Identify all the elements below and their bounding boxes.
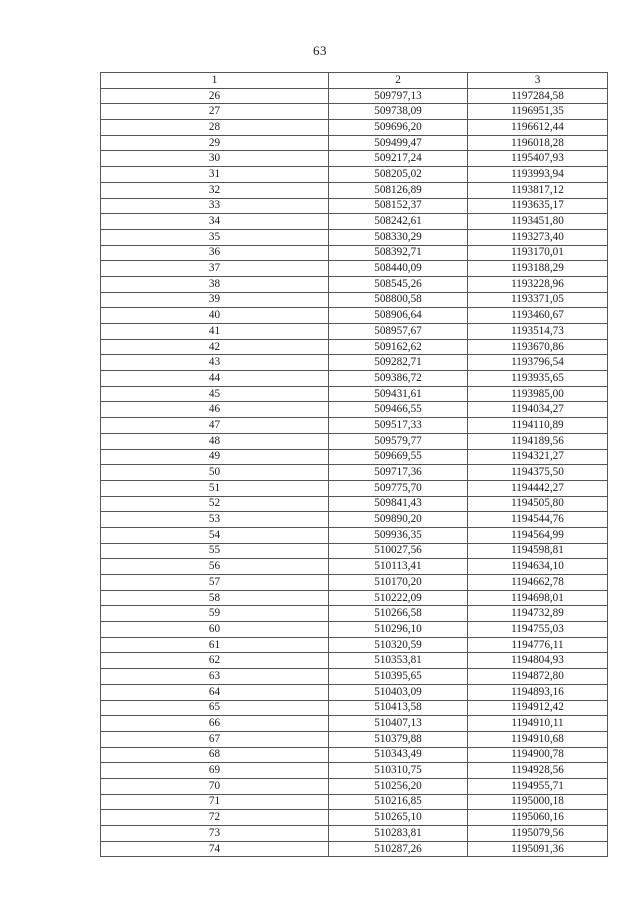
table-row — [101, 276, 608, 292]
cell-point-number: 69 — [101, 763, 329, 779]
cell-x-coordinate: 510266,58 — [329, 606, 468, 622]
cell-y-coordinate: 1194955,71 — [468, 778, 608, 794]
cell-x-coordinate: 510027,56 — [329, 543, 468, 559]
cell-x-coordinate: 508242,61 — [329, 214, 468, 230]
table-row — [101, 402, 608, 418]
table-row — [101, 88, 608, 104]
cell-point-number: 54 — [101, 527, 329, 543]
table-row — [101, 700, 608, 716]
cell-point-number: 27 — [101, 104, 329, 120]
table-row — [101, 731, 608, 747]
cell-x-coordinate: 509717,36 — [329, 465, 468, 481]
cell-y-coordinate: 1194893,16 — [468, 684, 608, 700]
table-row — [101, 386, 608, 402]
cell-y-coordinate: 1194564,99 — [468, 527, 608, 543]
cell-y-coordinate: 1194910,68 — [468, 731, 608, 747]
table-row — [101, 559, 608, 575]
column-header-y-coordinate: 3 — [468, 73, 608, 89]
table-row — [101, 135, 608, 151]
cell-y-coordinate: 1193371,05 — [468, 292, 608, 308]
cell-point-number: 44 — [101, 371, 329, 387]
table-row — [101, 465, 608, 481]
cell-y-coordinate: 1194804,93 — [468, 653, 608, 669]
cell-point-number: 43 — [101, 355, 329, 371]
cell-point-number: 62 — [101, 653, 329, 669]
cell-x-coordinate: 509386,72 — [329, 371, 468, 387]
cell-point-number: 50 — [101, 465, 329, 481]
table-body — [101, 88, 608, 857]
cell-point-number: 51 — [101, 480, 329, 496]
cell-point-number: 29 — [101, 135, 329, 151]
cell-x-coordinate: 509517,33 — [329, 418, 468, 434]
cell-x-coordinate: 508440,09 — [329, 261, 468, 277]
table-row — [101, 841, 608, 857]
table-row — [101, 292, 608, 308]
cell-point-number: 34 — [101, 214, 329, 230]
cell-point-number: 30 — [101, 151, 329, 167]
cell-x-coordinate: 510170,20 — [329, 575, 468, 591]
cell-y-coordinate: 1194698,01 — [468, 590, 608, 606]
table-row — [101, 245, 608, 261]
table-row — [101, 480, 608, 496]
cell-point-number: 61 — [101, 637, 329, 653]
cell-point-number: 64 — [101, 684, 329, 700]
column-header-x-coordinate: 2 — [329, 73, 468, 89]
table-row — [101, 763, 608, 779]
cell-y-coordinate: 1193985,00 — [468, 386, 608, 402]
cell-y-coordinate: 1196612,44 — [468, 120, 608, 136]
cell-y-coordinate: 1194928,56 — [468, 763, 608, 779]
cell-point-number: 32 — [101, 182, 329, 198]
cell-x-coordinate: 509466,55 — [329, 402, 468, 418]
cell-x-coordinate: 509217,24 — [329, 151, 468, 167]
cell-y-coordinate: 1194912,42 — [468, 700, 608, 716]
cell-y-coordinate: 1194442,27 — [468, 480, 608, 496]
cell-point-number: 41 — [101, 324, 329, 340]
cell-x-coordinate: 509936,35 — [329, 527, 468, 543]
page-number: 63 — [313, 43, 327, 58]
cell-y-coordinate: 1194662,78 — [468, 575, 608, 591]
table-row — [101, 182, 608, 198]
cell-y-coordinate: 1194900,78 — [468, 747, 608, 763]
cell-x-coordinate: 509499,47 — [329, 135, 468, 151]
table-row — [101, 716, 608, 732]
cell-x-coordinate: 510256,20 — [329, 778, 468, 794]
cell-point-number: 67 — [101, 731, 329, 747]
cell-y-coordinate: 1193817,12 — [468, 182, 608, 198]
table-row — [101, 151, 608, 167]
cell-x-coordinate: 510403,09 — [329, 684, 468, 700]
cell-x-coordinate: 509669,55 — [329, 449, 468, 465]
cell-y-coordinate: 1193460,67 — [468, 308, 608, 324]
cell-point-number: 68 — [101, 747, 329, 763]
cell-point-number: 39 — [101, 292, 329, 308]
cell-x-coordinate: 510287,26 — [329, 841, 468, 857]
table-row — [101, 371, 608, 387]
cell-y-coordinate: 1194732,89 — [468, 606, 608, 622]
cell-x-coordinate: 509282,71 — [329, 355, 468, 371]
cell-y-coordinate: 1194189,56 — [468, 433, 608, 449]
cell-y-coordinate: 1193635,17 — [468, 198, 608, 214]
cell-y-coordinate: 1193796,54 — [468, 355, 608, 371]
cell-y-coordinate: 1194872,80 — [468, 669, 608, 685]
table-row — [101, 810, 608, 826]
cell-x-coordinate: 510353,81 — [329, 653, 468, 669]
cell-point-number: 70 — [101, 778, 329, 794]
cell-y-coordinate: 1194375,50 — [468, 465, 608, 481]
table-row — [101, 669, 608, 685]
table-row — [101, 308, 608, 324]
cell-x-coordinate: 508800,58 — [329, 292, 468, 308]
table-row — [101, 575, 608, 591]
cell-point-number: 72 — [101, 810, 329, 826]
table-row — [101, 229, 608, 245]
cell-y-coordinate: 1194505,80 — [468, 496, 608, 512]
table-row — [101, 214, 608, 230]
cell-x-coordinate: 508906,64 — [329, 308, 468, 324]
cell-y-coordinate: 1194634,10 — [468, 559, 608, 575]
cell-x-coordinate: 510113,41 — [329, 559, 468, 575]
cell-y-coordinate: 1193228,96 — [468, 276, 608, 292]
table-row — [101, 104, 608, 120]
cell-y-coordinate: 1196951,35 — [468, 104, 608, 120]
cell-y-coordinate: 1193935,65 — [468, 371, 608, 387]
cell-x-coordinate: 510320,59 — [329, 637, 468, 653]
table-row — [101, 684, 608, 700]
cell-x-coordinate: 509775,70 — [329, 480, 468, 496]
cell-x-coordinate: 509841,43 — [329, 496, 468, 512]
cell-y-coordinate: 1194544,76 — [468, 512, 608, 528]
cell-x-coordinate: 509696,20 — [329, 120, 468, 136]
cell-x-coordinate: 508545,26 — [329, 276, 468, 292]
cell-x-coordinate: 508152,37 — [329, 198, 468, 214]
table-row — [101, 622, 608, 638]
table-row — [101, 167, 608, 183]
cell-y-coordinate: 1195000,18 — [468, 794, 608, 810]
cell-point-number: 58 — [101, 590, 329, 606]
cell-x-coordinate: 510395,65 — [329, 669, 468, 685]
cell-x-coordinate: 510379,88 — [329, 731, 468, 747]
cell-point-number: 56 — [101, 559, 329, 575]
column-header-point-number: 1 — [101, 73, 329, 89]
cell-point-number: 46 — [101, 402, 329, 418]
cell-x-coordinate: 508392,71 — [329, 245, 468, 261]
table-row — [101, 120, 608, 136]
cell-x-coordinate: 510265,10 — [329, 810, 468, 826]
table-row — [101, 637, 608, 653]
cell-y-coordinate: 1195079,56 — [468, 826, 608, 842]
cell-x-coordinate: 510283,81 — [329, 826, 468, 842]
cell-point-number: 48 — [101, 433, 329, 449]
cell-x-coordinate: 509797,13 — [329, 88, 468, 104]
cell-y-coordinate: 1193170,01 — [468, 245, 608, 261]
cell-point-number: 26 — [101, 88, 329, 104]
cell-y-coordinate: 1193993,94 — [468, 167, 608, 183]
cell-x-coordinate: 510407,13 — [329, 716, 468, 732]
cell-point-number: 55 — [101, 543, 329, 559]
cell-x-coordinate: 509431,61 — [329, 386, 468, 402]
cell-point-number: 37 — [101, 261, 329, 277]
cell-y-coordinate: 1194910,11 — [468, 716, 608, 732]
cell-point-number: 47 — [101, 418, 329, 434]
table-row — [101, 496, 608, 512]
cell-y-coordinate: 1193273,40 — [468, 229, 608, 245]
cell-point-number: 59 — [101, 606, 329, 622]
cell-point-number: 28 — [101, 120, 329, 136]
cell-x-coordinate: 510343,49 — [329, 747, 468, 763]
cell-point-number: 45 — [101, 386, 329, 402]
cell-point-number: 57 — [101, 575, 329, 591]
table-row — [101, 339, 608, 355]
cell-point-number: 36 — [101, 245, 329, 261]
cell-x-coordinate: 509579,77 — [329, 433, 468, 449]
table-row — [101, 778, 608, 794]
cell-x-coordinate: 508205,02 — [329, 167, 468, 183]
cell-point-number: 71 — [101, 794, 329, 810]
table-row — [101, 449, 608, 465]
cell-point-number: 38 — [101, 276, 329, 292]
table-row — [101, 826, 608, 842]
cell-point-number: 65 — [101, 700, 329, 716]
table-row — [101, 543, 608, 559]
cell-point-number: 52 — [101, 496, 329, 512]
coordinates-table — [100, 72, 608, 857]
cell-point-number: 53 — [101, 512, 329, 528]
cell-y-coordinate: 1194321,27 — [468, 449, 608, 465]
cell-x-coordinate: 508957,67 — [329, 324, 468, 340]
cell-x-coordinate: 510413,58 — [329, 700, 468, 716]
cell-x-coordinate: 508330,29 — [329, 229, 468, 245]
cell-point-number: 33 — [101, 198, 329, 214]
table-row — [101, 606, 608, 622]
cell-x-coordinate: 509890,20 — [329, 512, 468, 528]
table-row — [101, 418, 608, 434]
cell-point-number: 35 — [101, 229, 329, 245]
cell-y-coordinate: 1193514,73 — [468, 324, 608, 340]
cell-y-coordinate: 1193188,29 — [468, 261, 608, 277]
cell-point-number: 66 — [101, 716, 329, 732]
cell-point-number: 63 — [101, 669, 329, 685]
cell-y-coordinate: 1194034,27 — [468, 402, 608, 418]
table-header-row — [101, 73, 608, 89]
cell-y-coordinate: 1195091,36 — [468, 841, 608, 857]
cell-point-number: 40 — [101, 308, 329, 324]
cell-point-number: 73 — [101, 826, 329, 842]
cell-y-coordinate: 1197284,58 — [468, 88, 608, 104]
table-row — [101, 794, 608, 810]
table-row — [101, 355, 608, 371]
cell-x-coordinate: 510222,09 — [329, 590, 468, 606]
cell-x-coordinate: 510296,10 — [329, 622, 468, 638]
cell-y-coordinate: 1194598,81 — [468, 543, 608, 559]
cell-y-coordinate: 1195407,93 — [468, 151, 608, 167]
cell-y-coordinate: 1194110,89 — [468, 418, 608, 434]
table-row — [101, 324, 608, 340]
cell-y-coordinate: 1194755,03 — [468, 622, 608, 638]
cell-point-number: 60 — [101, 622, 329, 638]
cell-y-coordinate: 1196018,28 — [468, 135, 608, 151]
cell-x-coordinate: 509738,09 — [329, 104, 468, 120]
cell-point-number: 74 — [101, 841, 329, 857]
cell-x-coordinate: 508126,89 — [329, 182, 468, 198]
cell-y-coordinate: 1193670,86 — [468, 339, 608, 355]
table-row — [101, 433, 608, 449]
cell-x-coordinate: 510216,85 — [329, 794, 468, 810]
cell-x-coordinate: 509162,62 — [329, 339, 468, 355]
table-row — [101, 261, 608, 277]
cell-point-number: 49 — [101, 449, 329, 465]
table-row — [101, 198, 608, 214]
table-row — [101, 590, 608, 606]
cell-point-number: 42 — [101, 339, 329, 355]
cell-x-coordinate: 510310,75 — [329, 763, 468, 779]
table-row — [101, 747, 608, 763]
table-row — [101, 512, 608, 528]
table-row — [101, 653, 608, 669]
table-row — [101, 527, 608, 543]
cell-y-coordinate: 1195060,16 — [468, 810, 608, 826]
cell-y-coordinate: 1193451,80 — [468, 214, 608, 230]
cell-y-coordinate: 1194776,11 — [468, 637, 608, 653]
cell-point-number: 31 — [101, 167, 329, 183]
